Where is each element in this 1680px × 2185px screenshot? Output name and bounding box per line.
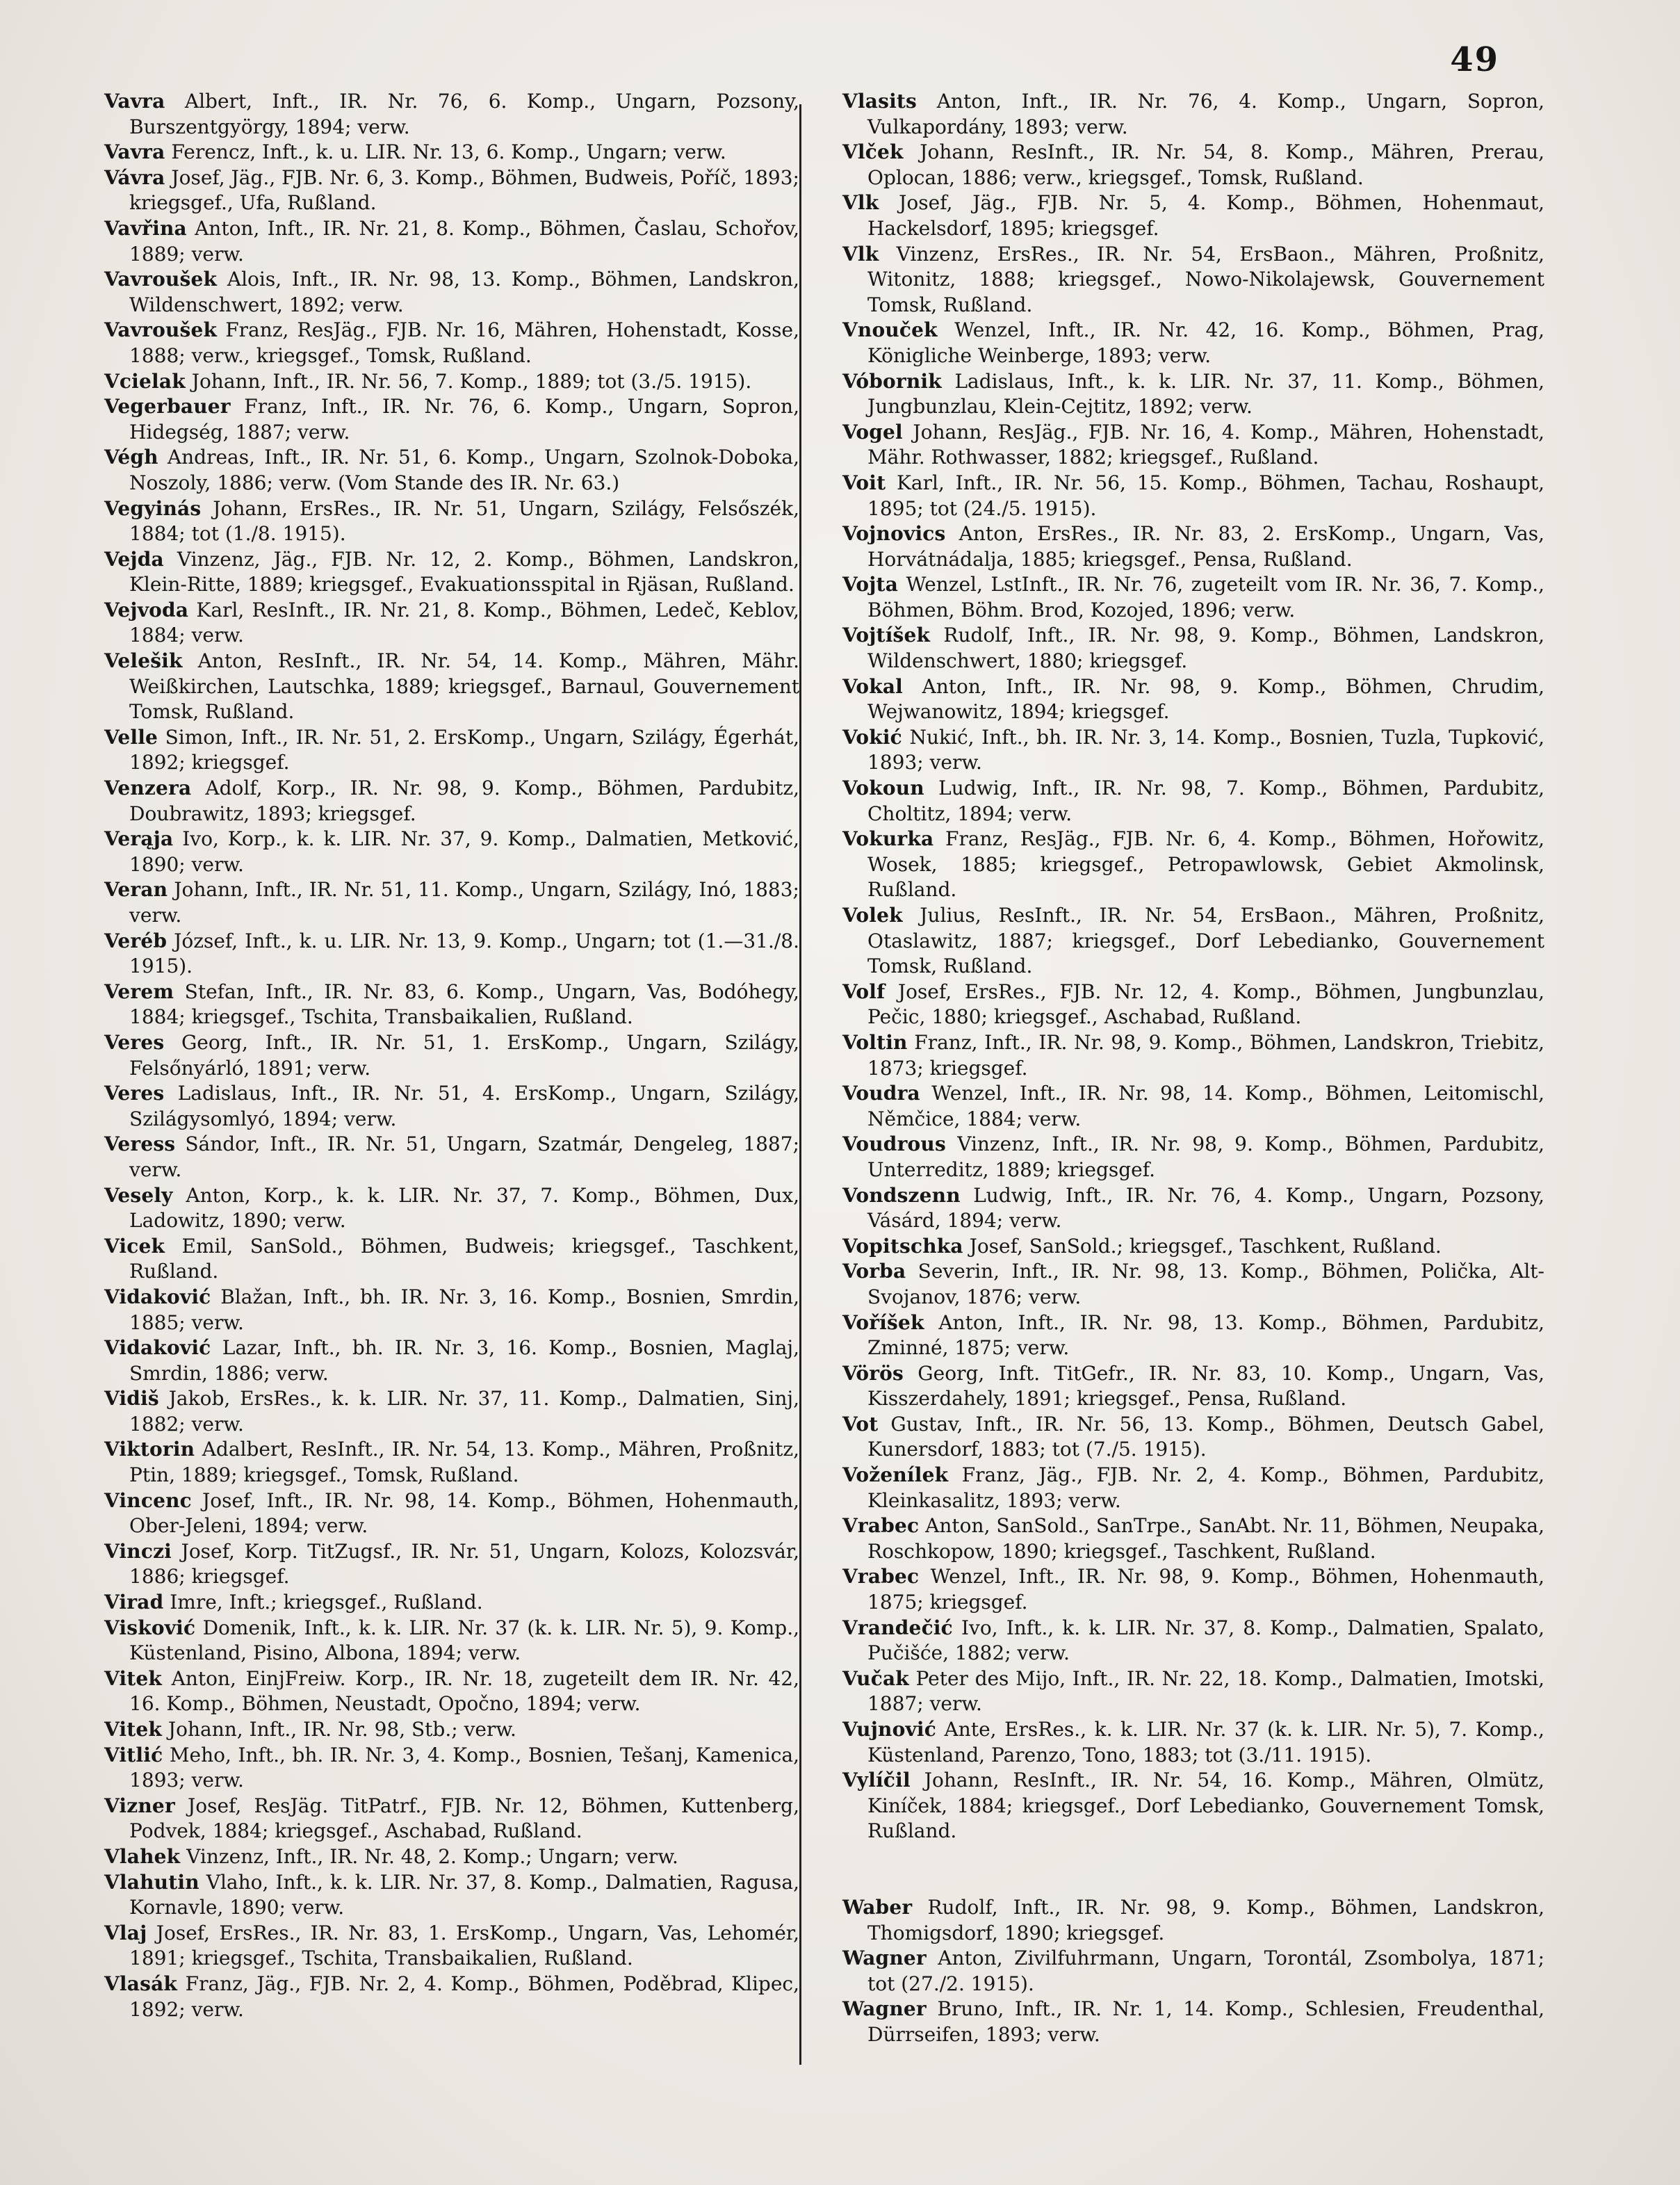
register-entry (104, 216, 799, 267)
entry-details: Albert, Inft., IR. Nr. 76, 6. Komp., Ungarn, Pozsony, Burszentgyörgy, 1894; verw. (129, 90, 799, 138)
entry-surname: Vörös (842, 1361, 904, 1385)
register-entry (842, 674, 1544, 725)
entry-details: Anton, Zivilfuhrmann, Ungarn, Torontál, Zsombolya, 1871; tot (27./2. 1915). (867, 1947, 1544, 1995)
entry-surname: Vegyinás (104, 496, 202, 520)
right-column (842, 89, 1544, 2048)
entry-surname: Viktorin (104, 1438, 195, 1461)
entry-surname: Vlahutin (104, 1870, 199, 1894)
entry-surname: Vlahek (104, 1844, 181, 1868)
entry-details: Severin, Inft., IR. Nr. 98, 13. Komp., Böhmen, Polička, Alt-Svojanov, 1876; verw. (867, 1260, 1544, 1308)
entry-surname: Vojta (842, 573, 899, 596)
register-entry (104, 1717, 799, 1743)
entry-surname: Vavroušek (104, 318, 218, 342)
entry-details: Josef, Inft., IR. Nr. 98, 14. Komp., Böhmen, Hohenmauth, Ober-Jeleni, 1894; verw. (129, 1488, 799, 1538)
entry-surname: Vujnović (842, 1718, 937, 1741)
entry-details: Josef, ErsRes., FJB. Nr. 12, 4. Komp., Böhmen, Jungbunzlau, Pečic, 1880; kriegsgef., Aschabad, Rußland. (867, 980, 1544, 1029)
entry-surname: Voříšek (842, 1310, 924, 1334)
entry-details: Johann, ResInft., IR. Nr. 54, 16. Komp., Mähren, Olmütz, Kiníček, 1884; kriegsgef., Dorf Lebedianko, Gouvernement Tomsk, Rußland. (867, 1769, 1544, 1843)
entry-surname: Veréb (104, 929, 168, 952)
entry-surname: Veres (104, 1030, 165, 1054)
entry-details: Georg, Inft. TitGefr., IR. Nr. 83, 10. Komp., Ungarn, Vas, Kisszerdahely, 1891; kriegsgef., Pensa, Rußland. (867, 1361, 1544, 1411)
entry-surname: Voudra (842, 1082, 920, 1105)
entry-details: Nukić, Inft., bh. IR. Nr. 3, 14. Komp., Bosnien, Tuzla, Tupković, 1893; verw. (867, 725, 1544, 774)
register-entry (104, 1539, 799, 1590)
entry-surname: Vlk (842, 242, 879, 266)
entry-surname: Vlasits (842, 90, 918, 113)
register-entry (104, 1921, 799, 1972)
entry-surname: Voženílek (842, 1463, 949, 1487)
entry-surname: Vlaj (104, 1921, 147, 1944)
right-column-v-entries (842, 89, 1544, 1844)
entry-surname: Vesely (104, 1183, 173, 1207)
page-number: 49 (1450, 40, 1499, 79)
entry-details: Adolf, Korp., IR. Nr. 98, 9. Komp., Böhmen, Pardubitz, Doubrawitz, 1893; kriegsgef. (129, 777, 799, 825)
register-entry (104, 1590, 799, 1616)
register-entry (104, 445, 799, 496)
entry-details: Ivo, Inft., k. k. LIR. Nr. 37, 8. Komp., Dalmatien, Spalato, Pučišće, 1882; verw. (867, 1616, 1544, 1665)
entry-surname: Vavra (104, 90, 165, 113)
entry-details: Franz, Inft., IR. Nr. 98, 9. Komp., Böhmen, Landskron, Triebitz, 1873; kriegsgef. (867, 1030, 1544, 1080)
register-entry (104, 649, 799, 725)
register-entry (842, 1666, 1544, 1717)
entry-details: Josef, SanSold.; kriegsgef., Taschkent, Rußland. (963, 1234, 1442, 1258)
register-entry (842, 1463, 1544, 1513)
register-entry (104, 1844, 799, 1870)
register-entry (842, 1768, 1544, 1844)
entry-details: Alois, Inft., IR. Nr. 98, 13. Komp., Böhmen, Landskron, Wildenschwert, 1892; verw. (129, 268, 799, 316)
register-entry (842, 190, 1544, 241)
entry-surname: Vopitschka (842, 1234, 963, 1258)
entry-surname: Vinczi (104, 1539, 172, 1563)
register-entry (104, 1666, 799, 1717)
entry-surname: Vcielak (104, 369, 186, 393)
entry-surname: Vicek (104, 1234, 165, 1258)
register-entry (104, 1794, 799, 1844)
entry-surname: Vorba (842, 1260, 906, 1283)
entry-details: Franz, Inft., IR. Nr. 76, 6. Komp., Ungarn, Sopron, Hidegség, 1887; verw. (129, 395, 799, 444)
entry-surname: Volek (842, 904, 903, 927)
register-entry (104, 877, 799, 928)
register-entry (842, 827, 1544, 903)
register-entry (842, 1997, 1544, 2047)
entry-details: Johann, ResInft., IR. Nr. 54, 8. Komp., Mähren, Prerau, Oplocan, 1886; verw., kriegsgef., Tomsk, Rußland. (867, 140, 1544, 189)
entry-details: József, Inft., k. u. LIR. Nr. 13, 9. Komp., Ungarn; tot (1.—31./8. 1915). (129, 929, 799, 978)
entry-details: Vlaho, Inft., k. k. LIR. Nr. 37, 8. Komp., Dalmatien, Ragusa, Kornavle, 1890; verw. (129, 1870, 799, 1919)
register-entry (842, 1081, 1544, 1132)
entry-details: Franz, ResJäg., FJB. Nr. 16, Mähren, Hohenstadt, Kosse, 1888; verw., kriegsgef., Tomsk, Rußland. (129, 318, 799, 367)
entry-details: Imre, Inft.; kriegsgef., Rußland. (163, 1591, 483, 1614)
register-entry (842, 242, 1544, 318)
entry-surname: Vávra (104, 165, 165, 189)
entry-details: Rudolf, Inft., IR. Nr. 98, 9. Komp., Böhmen, Landskron, Wildenschwert, 1880; kriegsgef. (867, 624, 1544, 673)
entry-details: Sándor, Inft., IR. Nr. 51, Ungarn, Szatmár, Dengeleg, 1887; verw. (129, 1132, 799, 1181)
entry-details: Ladislaus, Inft., k. k. LIR. Nr. 37, 11. Komp., Böhmen, Jungbunzlau, Klein-Cejtitz, 1892; verw. (867, 369, 1544, 419)
entry-surname: Vavroušek (104, 268, 218, 291)
entry-details: Adalbert, ResInft., IR. Nr. 54, 13. Komp., Mähren, Proßnitz, Ptin, 1889; kriegsgef., Tomsk, Rußland. (129, 1438, 799, 1487)
entry-surname: Vojtíšek (842, 624, 931, 647)
register-entry (104, 394, 799, 445)
register-entry (842, 1616, 1544, 1666)
entry-surname: Wagner (842, 1997, 927, 2021)
entry-surname: Veres (104, 1082, 165, 1105)
register-entry (842, 471, 1544, 521)
entry-surname: Voudrous (842, 1132, 946, 1156)
entry-surname: Vegerbauer (104, 395, 231, 419)
entry-details: Anton, SanSold., SanTrpe., SanAbt. Nr. 11, Böhmen, Neupaka, Roschkopow, 1890; kriegsgef., Taschkent, Rußland. (867, 1514, 1544, 1563)
register-entry (842, 1030, 1544, 1081)
register-entry (104, 1081, 799, 1132)
entry-surname: Verem (104, 980, 174, 1003)
entry-surname: Vejvoda (104, 598, 189, 622)
entry-details: Franz, ResJäg., FJB. Nr. 6, 4. Komp., Böhmen, Hořowitz, Wosek, 1885; kriegsgef., Petropawlowsk, Gebiet Akmolinsk, Rußland. (867, 827, 1544, 902)
entry-details: Andreas, Inft., IR. Nr. 51, 6. Komp., Ungarn, Szolnok-Doboka, Noszoly, 1886; verw. (Vom Stande des IR. Nr. 63.) (129, 446, 799, 494)
register-entry (842, 623, 1544, 674)
register-entry (842, 521, 1544, 572)
register-entry (842, 1361, 1544, 1412)
entry-surname: Vondszenn (842, 1183, 961, 1207)
register-entry (842, 1513, 1544, 1564)
entry-details: Bruno, Inft., IR. Nr. 1, 14. Komp., Schlesien, Freudenthal, Dürrseifen, 1893; verw. (867, 1997, 1544, 2046)
entry-surname: Vrabec (842, 1565, 920, 1589)
entry-details: Anton, Inft., IR. Nr. 21, 8. Komp., Böhmen, Časlau, Schořov, 1889; verw. (129, 216, 799, 266)
entry-details: Josef, Jäg., FJB. Nr. 5, 4. Komp., Böhmen, Hohenmaut, Hackelsdorf, 1895; kriegsgef. (867, 191, 1544, 240)
entry-details: Wenzel, Inft., IR. Nr. 98, 14. Komp., Böhmen, Leitomischl, Němčice, 1884; verw. (867, 1082, 1544, 1130)
register-entry (104, 1335, 799, 1386)
register-entry (842, 725, 1544, 776)
entry-details: Anton, EinjFreiw. Korp., IR. Nr. 18, zugeteilt dem IR. Nr. 42, 16. Komp., Böhmen, Neustadt, Opočno, 1894; verw. (129, 1666, 799, 1716)
register-entry (842, 1234, 1544, 1260)
entry-details: Julius, ResInft., IR. Nr. 54, ErsBaon., Mähren, Proßnitz, Otaslawitz, 1887; kriegsgef., Dorf Lebedianko, Gouvernement Tomsk, Rußland. (867, 904, 1544, 978)
entry-surname: Vot (842, 1412, 879, 1436)
entry-surname: Vitlić (104, 1743, 163, 1766)
entry-surname: Vogel (842, 420, 903, 444)
register-entry (104, 1616, 799, 1666)
entry-details: Ivo, Korp., k. k. LIR. Nr. 37, 9. Komp., Dalmatien, Metković, 1890; verw. (129, 827, 799, 876)
entry-surname: Volf (842, 980, 886, 1003)
entry-surname: Visković (104, 1616, 196, 1639)
register-entry (104, 1285, 799, 1335)
entry-surname: Végh (104, 446, 158, 469)
entry-details: Vinzenz, ErsRes., IR. Nr. 54, ErsBaon., Mähren, Proßnitz, Witonitz, 1888; kriegsgef., Nowo-Nikolajewsk, Gouvernement Tomsk, Rußland. (867, 242, 1544, 316)
register-entry (104, 267, 799, 318)
entry-surname: Vlček (842, 140, 904, 164)
entry-details: Karl, ResInft., IR. Nr. 21, 8. Komp., Böhmen, Ledeč, Keblov, 1884; verw. (129, 598, 799, 647)
entry-surname: Virad (104, 1591, 164, 1614)
entry-details: Meho, Inft., bh. IR. Nr. 3, 4. Komp., Bosnien, Tešanj, Kamenica, 1893; verw. (129, 1743, 799, 1792)
register-entry (104, 929, 799, 980)
register-entry (104, 725, 799, 776)
entry-surname: Vokal (842, 674, 904, 698)
entry-surname: Velle (104, 725, 158, 749)
entry-details: Emil, SanSold., Böhmen, Budweis; kriegsgef., Taschkent, Rußland. (129, 1234, 799, 1283)
register-entry (842, 776, 1544, 827)
entry-surname: Vavřina (104, 216, 187, 240)
entry-details: Vinzenz, Jäg., FJB. Nr. 12, 2. Komp., Böhmen, Landskron, Klein-Ritte, 1889; kriegsgef., Evakuationsspital in Rjäsan, Rußland. (129, 547, 799, 596)
register-entry (842, 572, 1544, 623)
entry-surname: Voit (842, 471, 886, 494)
register-entry (842, 89, 1544, 140)
section-gap (842, 1844, 1544, 1895)
entry-surname: Vokurka (842, 827, 934, 851)
entry-details: Franz, Jäg., FJB. Nr. 2, 4. Komp., Böhmen, Poděbrad, Klipec, 1892; verw. (129, 1972, 799, 2021)
entry-surname: Vejda (104, 547, 164, 571)
register-entry (104, 547, 799, 598)
entry-details: Simon, Inft., IR. Nr. 51, 2. ErsKomp., Ungarn, Szilágy, Égerhát, 1892; kriegsgef. (129, 725, 799, 774)
register-entry (104, 827, 799, 877)
register-entry (842, 1259, 1544, 1310)
entry-details: Anton, Inft., IR. Nr. 76, 4. Komp., Ungarn, Sopron, Vulkapordány, 1893; verw. (867, 90, 1544, 138)
entry-surname: Vincenc (104, 1488, 192, 1512)
entry-details: Wenzel, LstInft., IR. Nr. 76, zugeteilt vom IR. Nr. 36, 7. Komp., Böhmen, Böhm. Brod, Kozojed, 1896; verw. (867, 573, 1544, 622)
entry-details: Josef, Korp. TitZugsf., IR. Nr. 51, Ungarn, Kolozs, Kolozsvár, 1886; kriegsgef. (129, 1539, 799, 1589)
entry-surname: Vidaković (104, 1336, 211, 1360)
entry-surname: Vavra (104, 140, 165, 164)
register-entry (104, 496, 799, 547)
register-entry (104, 1437, 799, 1488)
register-entry (842, 1132, 1544, 1183)
register-entry (104, 776, 799, 827)
register-entry (842, 140, 1544, 190)
entry-details: Johann, Inft., IR. Nr. 51, 11. Komp., Ungarn, Szilágy, Inó, 1883; verw. (129, 878, 799, 927)
register-entry (842, 1564, 1544, 1615)
entry-surname: Vlasák (104, 1972, 178, 1995)
register-entry (842, 980, 1544, 1030)
register-entry (842, 1946, 1544, 1997)
register-entry (104, 598, 799, 649)
entry-details: Anton, ErsRes., IR. Nr. 83, 2. ErsKomp., Ungarn, Vas, Horvátnádalja, 1885; kriegsgef., Pensa, Rußland. (867, 522, 1544, 571)
entry-details: Anton, Korp., k. k. LIR. Nr. 37, 7. Komp., Böhmen, Dux, Ladowitz, 1890; verw. (129, 1183, 799, 1233)
entry-surname: Vidaković (104, 1285, 211, 1308)
register-entry (842, 369, 1544, 420)
entry-surname: Venzera (104, 777, 192, 800)
entry-details: Domenik, Inft., k. k. LIR. Nr. 37 (k. k. LIR. Nr. 5), 9. Komp., Küstenland, Pisino, Albona, 1894; verw. (129, 1616, 799, 1665)
entry-details: Josef, ResJäg. TitPatrf., FJB. Nr. 12, Böhmen, Kuttenberg, Podvek, 1884; kriegsgef., Aschabad, Rußland. (129, 1794, 799, 1843)
entry-details: Georg, Inft., IR. Nr. 51, 1. ErsKomp., Ungarn, Szilágy, Felsőnyárló, 1891; verw. (129, 1030, 799, 1080)
left-column (104, 89, 799, 2022)
entry-details: Wenzel, Inft., IR. Nr. 98, 9. Komp., Böhmen, Hohenmauth, 1875; kriegsgef. (867, 1565, 1544, 1614)
entry-details: Stefan, Inft., IR. Nr. 83, 6. Komp., Ungarn, Vas, Bodóhegy, 1884; kriegsgef., Tschita, Transbaikalien, Rußland. (129, 980, 799, 1029)
entry-details: Josef, Jäg., FJB. Nr. 6, 3. Komp., Böhmen, Budweis, Poříč, 1893; kriegsgef., Ufa, Rußland. (129, 165, 799, 215)
register-entry (104, 1386, 799, 1437)
register-entry (104, 1870, 799, 1921)
register-entry (842, 1310, 1544, 1361)
right-column-w-entries (842, 1895, 1544, 2048)
register-entry (842, 1895, 1544, 1946)
register-entry (104, 165, 799, 216)
entry-surname: Veress (104, 1132, 176, 1156)
register-entry (104, 1030, 799, 1081)
entry-surname: Vučak (842, 1666, 909, 1690)
register-entry (104, 140, 799, 165)
register-entry (104, 1743, 799, 1794)
entry-surname: Vlk (842, 191, 879, 215)
register-entry (104, 318, 799, 368)
register-entry (104, 1132, 799, 1183)
entry-details: Anton, ResInft., IR. Nr. 54, 14. Komp., Mähren, Mähr. Weißkirchen, Lautschka, 1889; kriegsgef., Barnaul, Gouvernement Tomsk, Rußland. (129, 649, 799, 724)
register-entry (104, 1972, 799, 2022)
entry-details: Vinzenz, Inft., IR. Nr. 98, 9. Komp., Böhmen, Pardubitz, Unterreditz, 1889; kriegsgef. (867, 1132, 1544, 1181)
register-entry (104, 1488, 799, 1539)
entry-surname: Vylíčil (842, 1769, 911, 1792)
entry-surname: Wagner (842, 1947, 927, 1970)
entry-surname: Vojnovics (842, 522, 946, 546)
entry-details: Ladislaus, Inft., IR. Nr. 51, 4. ErsKomp., Ungarn, Szilágy, Szilágysomlyó, 1894; verw. (129, 1082, 799, 1130)
entry-details: Wenzel, Inft., IR. Nr. 42, 16. Komp., Böhmen, Prag, Königliche Weinberge, 1893; verw. (867, 318, 1544, 367)
entry-surname: Vrabec (842, 1514, 920, 1538)
entry-surname: Vitek (104, 1666, 163, 1690)
entry-surname: Vóbornik (842, 369, 942, 393)
register-entry (104, 369, 799, 395)
entry-details: Rudolf, Inft., IR. Nr. 98, 9. Komp., Böhmen, Landskron, Thomigsdorf, 1890; kriegsgef. (867, 1895, 1544, 1944)
entry-details: Ferencz, Inft., k. u. LIR. Nr. 13, 6. Komp., Ungarn; verw. (165, 140, 726, 164)
entry-details: Johann, ResJäg., FJB. Nr. 16, 4. Komp., Mähren, Hohenstadt, Mähr. Rothwasser, 1882; kriegsgef., Rußland. (867, 420, 1544, 469)
entry-details: Johann, ErsRes., IR. Nr. 51, Ungarn, Szilágy, Felsőszék, 1884; tot (1./8. 1915). (129, 496, 799, 546)
entry-surname: Vrandečić (842, 1616, 953, 1639)
column-divider (799, 104, 801, 2065)
entry-details: Johann, Inft., IR. Nr. 56, 7. Komp., 1889; tot (3./5. 1915). (185, 369, 752, 393)
register-entry (104, 89, 799, 140)
register-entry (104, 980, 799, 1030)
register-entry (104, 1183, 799, 1234)
entry-details: Lazar, Inft., bh. IR. Nr. 3, 16. Komp., Bosnien, Maglaj, Smrdin, 1886; verw. (129, 1336, 799, 1385)
entry-details: Karl, Inft., IR. Nr. 56, 15. Komp., Böhmen, Tachau, Roshaupt, 1895; tot (24./5. 1915). (867, 471, 1544, 520)
entry-details: Josef, ErsRes., IR. Nr. 83, 1. ErsKomp., Ungarn, Vas, Lehomér, 1891; kriegsgef., Tschita, Transbaikalien, Rußland. (129, 1921, 799, 1970)
entry-surname: Vitek (104, 1718, 163, 1741)
entry-details: Anton, Inft., IR. Nr. 98, 9. Komp., Böhmen, Chrudim, Wejwanowitz, 1894; kriegsgef. (867, 674, 1544, 724)
entry-surname: Veran (104, 878, 168, 902)
entry-details: Blažan, Inft., bh. IR. Nr. 3, 16. Komp., Bosnien, Smrdin, 1885; verw. (129, 1285, 799, 1334)
register-entry (104, 1234, 799, 1285)
entry-details: Ante, ErsRes., k. k. LIR. Nr. 37 (k. k. LIR. Nr. 5), 7. Komp., Küstenland, Parenzo, Tono, 1883; tot (3./11. 1915). (867, 1718, 1544, 1766)
entry-details: Gustav, Inft., IR. Nr. 56, 13. Komp., Böhmen, Deutsch Gabel, Kunersdorf, 1883; tot (7./5. 1915). (867, 1412, 1544, 1461)
entry-details: Johann, Inft., IR. Nr. 98, Stb.; verw. (162, 1718, 516, 1741)
entry-surname: Vnouček (842, 318, 938, 342)
register-entry (842, 1717, 1544, 1768)
entry-details: Peter des Mijo, Inft., IR. Nr. 22, 18. Komp., Dalmatien, Imotski, 1887; verw. (867, 1666, 1544, 1716)
entry-details: Ludwig, Inft., IR. Nr. 76, 4. Komp., Ungarn, Pozsony, Vásárd, 1894; verw. (867, 1183, 1544, 1233)
entry-surname: Vokoun (842, 777, 924, 800)
entry-details: Anton, Inft., IR. Nr. 98, 13. Komp., Böhmen, Pardubitz, Zminné, 1875; verw. (867, 1310, 1544, 1360)
entry-surname: Velešik (104, 649, 183, 673)
register-entry (842, 318, 1544, 368)
entry-surname: Vokić (842, 725, 902, 749)
entry-details: Jakob, ErsRes., k. k. LIR. Nr. 37, 11. Komp., Dalmatien, Sinj, 1882; verw. (129, 1387, 799, 1436)
register-entry (842, 903, 1544, 980)
entry-details: Vinzenz, Inft., IR. Nr. 48, 2. Komp.; Ungarn; verw. (180, 1844, 678, 1868)
entry-details: Franz, Jäg., FJB. Nr. 2, 4. Komp., Böhmen, Pardubitz, Kleinkasalitz, 1893; verw. (867, 1463, 1544, 1512)
register-entry (842, 1412, 1544, 1463)
entry-details: Ludwig, Inft., IR. Nr. 98, 7. Komp., Böhmen, Pardubitz, Choltitz, 1894; verw. (867, 777, 1544, 825)
register-entry (842, 1183, 1544, 1234)
entry-surname: Waber (842, 1895, 913, 1919)
entry-surname: Vidiš (104, 1387, 159, 1411)
entry-surname: Voltin (842, 1030, 908, 1054)
register-entry (842, 420, 1544, 471)
entry-surname: Verąja (104, 827, 174, 851)
entry-surname: Vizner (104, 1794, 175, 1817)
